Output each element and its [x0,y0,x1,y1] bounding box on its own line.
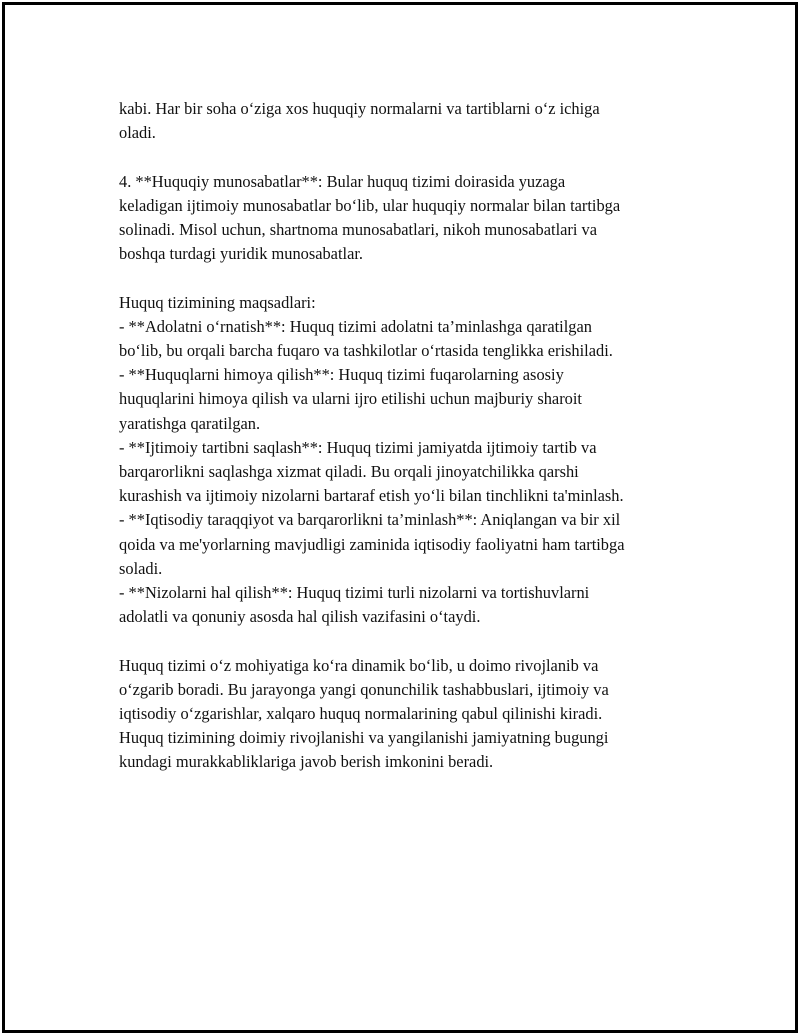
text-line: 4. **Huquqiy munosabatlar**: Bular huquq tizimi doirasida yuzaga [119,171,566,191]
text-line: iqtisodiy o‘zgarishlar, xalqaro huquq normalarining qabul qilinishi kiradi. [119,704,603,724]
text-line: keladigan ijtimoiy munosabatlar bo‘lib, ular huquqiy normalar bilan tartibga [119,195,621,215]
text-line: kundagi murakkabliklariga javob berish imkonini beradi. [119,752,494,772]
text-line: - **Iqtisodiy taraqqiyot va barqarorlikni ta’minlash**: Aniqlangan va bir xil [119,510,621,530]
text-line: solinadi. Misol uchun, shartnoma munosabatlari, nikoh munosabatlari va [119,220,597,239]
text-line: - **Huquqlarni himoya qilish**: Huquq tizimi fuqarolarning asosiy [119,365,564,385]
paragraph-legal-relations [119,170,709,267]
paragraph-conclusion [119,654,709,775]
page-frame [2,2,798,1033]
paragraph-continuation [119,97,709,145]
page-content [119,97,709,799]
text-line: huquqlarini himoya qilish va ularni ijro etilishi uchun majburiy sharoit [119,389,582,409]
text-line: kurashish va ijtimoiy nizolarni bartaraf etish yo‘li bilan tinchlikni ta'minlash. [119,486,624,506]
text-line: - **Adolatni o‘rnatish**: Huquq tizimi adolatni ta’minlashga qaratilgan [119,316,592,336]
text-line: bo‘lib, bu orqali barcha fuqaro va tashkilotlar o‘rtasida tenglikka erishiladi. [119,341,613,360]
text-line: boshqa turdagi yuridik munosabatlar. [119,244,363,264]
text-line: Huquq tizimining doimiy rivojlanishi va yangilanishi jamiyatning bugungi [119,728,609,748]
text-line: - **Nizolarni hal qilish**: Huquq tizimi turli nizolarni va tortishuvlarni [119,583,590,603]
text-line: Huquq tizimi o‘z mohiyatiga ko‘ra dinamik bo‘lib, u doimo rivojlanib va [119,655,599,675]
text-line: - **Ijtimoiy tartibni saqlash**: Huquq tizimi jamiyatda ijtimoiy tartib va [119,437,597,457]
text-line: barqarorlikni saqlashga xizmat qiladi. Bu orqali jinoyatchilikka qarshi [119,462,579,482]
text-line: yaratishga qaratilgan. [119,413,261,433]
text-line: kabi. Har bir soha o‘ziga xos huquqiy normalarni va tartiblarni o‘z ichiga [119,99,600,118]
text-line: oladi. [119,123,156,143]
text-line: o‘zgarib boradi. Bu jarayonga yangi qonunchilik tashabbuslari, ijtimoiy va [119,679,609,699]
paragraph-goals-list [119,291,709,630]
text-line: soladi. [119,558,163,578]
text-line: qoida va me'yorlarning mavjudligi zaminida iqtisodiy faoliyatni ham tartibga [119,534,625,554]
text-line: adolatli va qonuniy asosda hal qilish vazifasini o‘taydi. [119,607,481,627]
text-line: Huquq tizimining maqsadlari: [119,292,316,312]
